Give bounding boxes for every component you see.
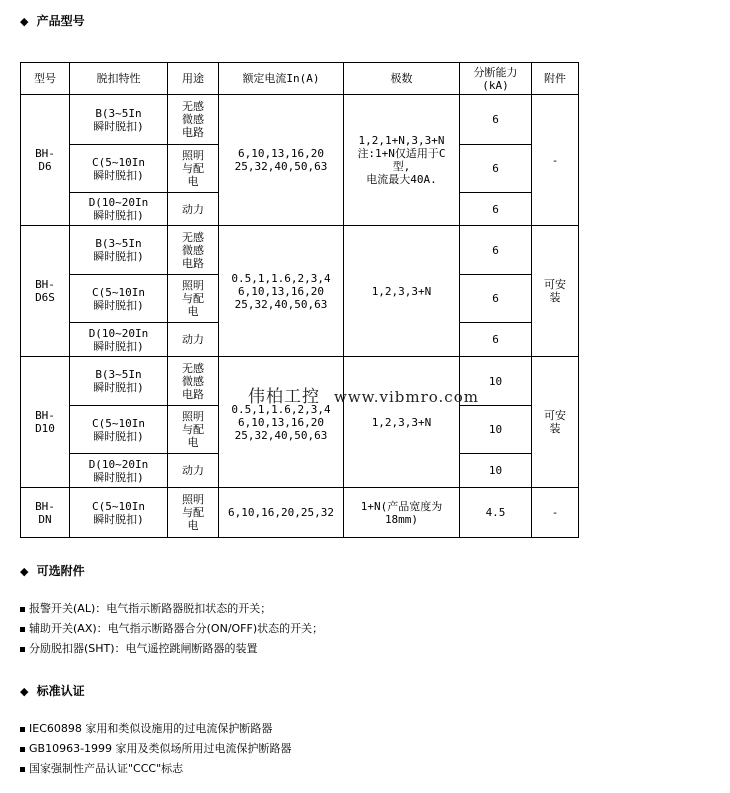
cell-breaking: 4.5 xyxy=(460,488,532,538)
cell-breaking: 10 xyxy=(460,357,532,406)
section-heading-models xyxy=(20,12,85,29)
cell-use: 动力 xyxy=(168,454,219,488)
header-breaking: 分断能力 (kA) xyxy=(460,63,532,95)
watermark-url: www.vibmro.com xyxy=(334,388,479,406)
cell-current: 6,10,16,20,25,32 xyxy=(219,488,344,538)
square-bullet-icon xyxy=(20,747,25,752)
cell-trip: D(10~20In 瞬时脱扣) xyxy=(70,454,168,488)
cell-trip: C(5~10In 瞬时脱扣) xyxy=(70,406,168,454)
cell-model: BH- DN xyxy=(21,488,70,538)
table-row xyxy=(21,488,579,538)
header-use: 用途 xyxy=(168,63,219,95)
header-trip: 脱扣特性 xyxy=(70,63,168,95)
cell-model: BH- D6 xyxy=(21,95,70,226)
certification-list xyxy=(20,719,292,779)
cell-current: 6,10,13,16,20 25,32,40,50,63 xyxy=(219,95,344,226)
cell-accessory: - xyxy=(532,488,579,538)
list-item: IEC60898 家用和类似设施用的过电流保护断路器 xyxy=(20,719,292,739)
cell-trip: D(10~20In 瞬时脱扣) xyxy=(70,323,168,357)
square-bullet-icon xyxy=(20,727,25,732)
square-bullet-icon xyxy=(20,607,25,612)
section-heading-certification xyxy=(20,682,85,699)
section-title: 产品型号 xyxy=(36,14,85,28)
table-row xyxy=(21,95,579,145)
cell-accessory: - xyxy=(532,95,579,226)
cell-use: 照明 与配 电 xyxy=(168,275,219,323)
table-header-row xyxy=(21,63,579,95)
cell-trip: C(5~10In 瞬时脱扣) xyxy=(70,145,168,193)
list-item: 国家强制性产品认证"CCC"标志 xyxy=(20,759,292,779)
cell-breaking: 6 xyxy=(460,145,532,193)
table-row xyxy=(21,226,579,275)
header-poles: 极数 xyxy=(344,63,460,95)
list-item: 报警开关(AL)：电气指示断路器脱扣状态的开关； xyxy=(20,599,323,619)
cell-breaking: 6 xyxy=(460,95,532,145)
cell-use: 无感 微感 电路 xyxy=(168,95,219,145)
square-bullet-icon xyxy=(20,647,25,652)
product-model-table xyxy=(20,62,579,538)
cell-breaking: 6 xyxy=(460,323,532,357)
list-item: GB10963-1999 家用及类似场所用过电流保护断路器 xyxy=(20,739,292,759)
header-current: 额定电流In(A) xyxy=(219,63,344,95)
cell-breaking: 6 xyxy=(460,193,532,226)
cell-trip: B(3~5In 瞬时脱扣) xyxy=(70,95,168,145)
watermark-brand: 伟柏工控 xyxy=(248,387,320,407)
section-title: 标准认证 xyxy=(36,684,85,698)
list-item: 辅助开关(AX)：电气指示断路器合分(ON/OFF)状态的开关； xyxy=(20,619,323,639)
diamond-bullet-icon: ◆ xyxy=(20,15,29,28)
cell-breaking: 10 xyxy=(460,454,532,488)
cell-model: BH- D10 xyxy=(21,357,70,488)
cell-accessory: 可安 装 xyxy=(532,226,579,357)
cell-use: 照明 与配 电 xyxy=(168,145,219,193)
header-model: 型号 xyxy=(21,63,70,95)
cell-trip: B(3~5In 瞬时脱扣) xyxy=(70,226,168,275)
cell-use: 无感 微感 电路 xyxy=(168,357,219,406)
square-bullet-icon xyxy=(20,627,25,632)
cell-use: 动力 xyxy=(168,323,219,357)
cell-trip: C(5~10In 瞬时脱扣) xyxy=(70,275,168,323)
accessories-list xyxy=(20,599,323,659)
cell-trip: D(10~20In 瞬时脱扣) xyxy=(70,193,168,226)
cell-breaking: 6 xyxy=(460,226,532,275)
cell-poles: 1+N(产品宽度为 18mm) xyxy=(344,488,460,538)
cell-model: BH- D6S xyxy=(21,226,70,357)
section-heading-accessories xyxy=(20,562,85,579)
cell-poles: 1,2,3,3+N xyxy=(344,226,460,357)
cell-breaking: 6 xyxy=(460,275,532,323)
list-item: 分励脱扣器(SHT)：电气遥控跳闸断路器的装置 xyxy=(20,639,323,659)
cell-current: 0.5,1,1.6,2,3,4 6,10,13,16,20 25,32,40,50,63 xyxy=(219,226,344,357)
header-accessory: 附件 xyxy=(532,63,579,95)
cell-trip: B(3~5In 瞬时脱扣) xyxy=(70,357,168,406)
cell-current: 0.5,1,1.6,2,3,4 6,10,13,16,20 25,32,40,50,63 xyxy=(219,357,344,488)
square-bullet-icon xyxy=(20,767,25,772)
section-title: 可选附件 xyxy=(36,564,85,578)
diamond-bullet-icon: ◆ xyxy=(20,565,29,578)
diamond-bullet-icon: ◆ xyxy=(20,685,29,698)
cell-use: 动力 xyxy=(168,193,219,226)
cell-accessory: 可安 装 xyxy=(532,357,579,488)
cell-poles: 1,2,3,3+N xyxy=(344,357,460,488)
cell-trip: C(5~10In 瞬时脱扣) xyxy=(70,488,168,538)
cell-use: 照明 与配 电 xyxy=(168,406,219,454)
watermark xyxy=(248,382,479,407)
cell-breaking: 10 xyxy=(460,406,532,454)
cell-use: 无感 微感 电路 xyxy=(168,226,219,275)
cell-use: 照明 与配 电 xyxy=(168,488,219,538)
cell-poles: 1,2,1+N,3,3+N 注:1+N仅适用于C 型, 电流最大40A. xyxy=(344,95,460,226)
